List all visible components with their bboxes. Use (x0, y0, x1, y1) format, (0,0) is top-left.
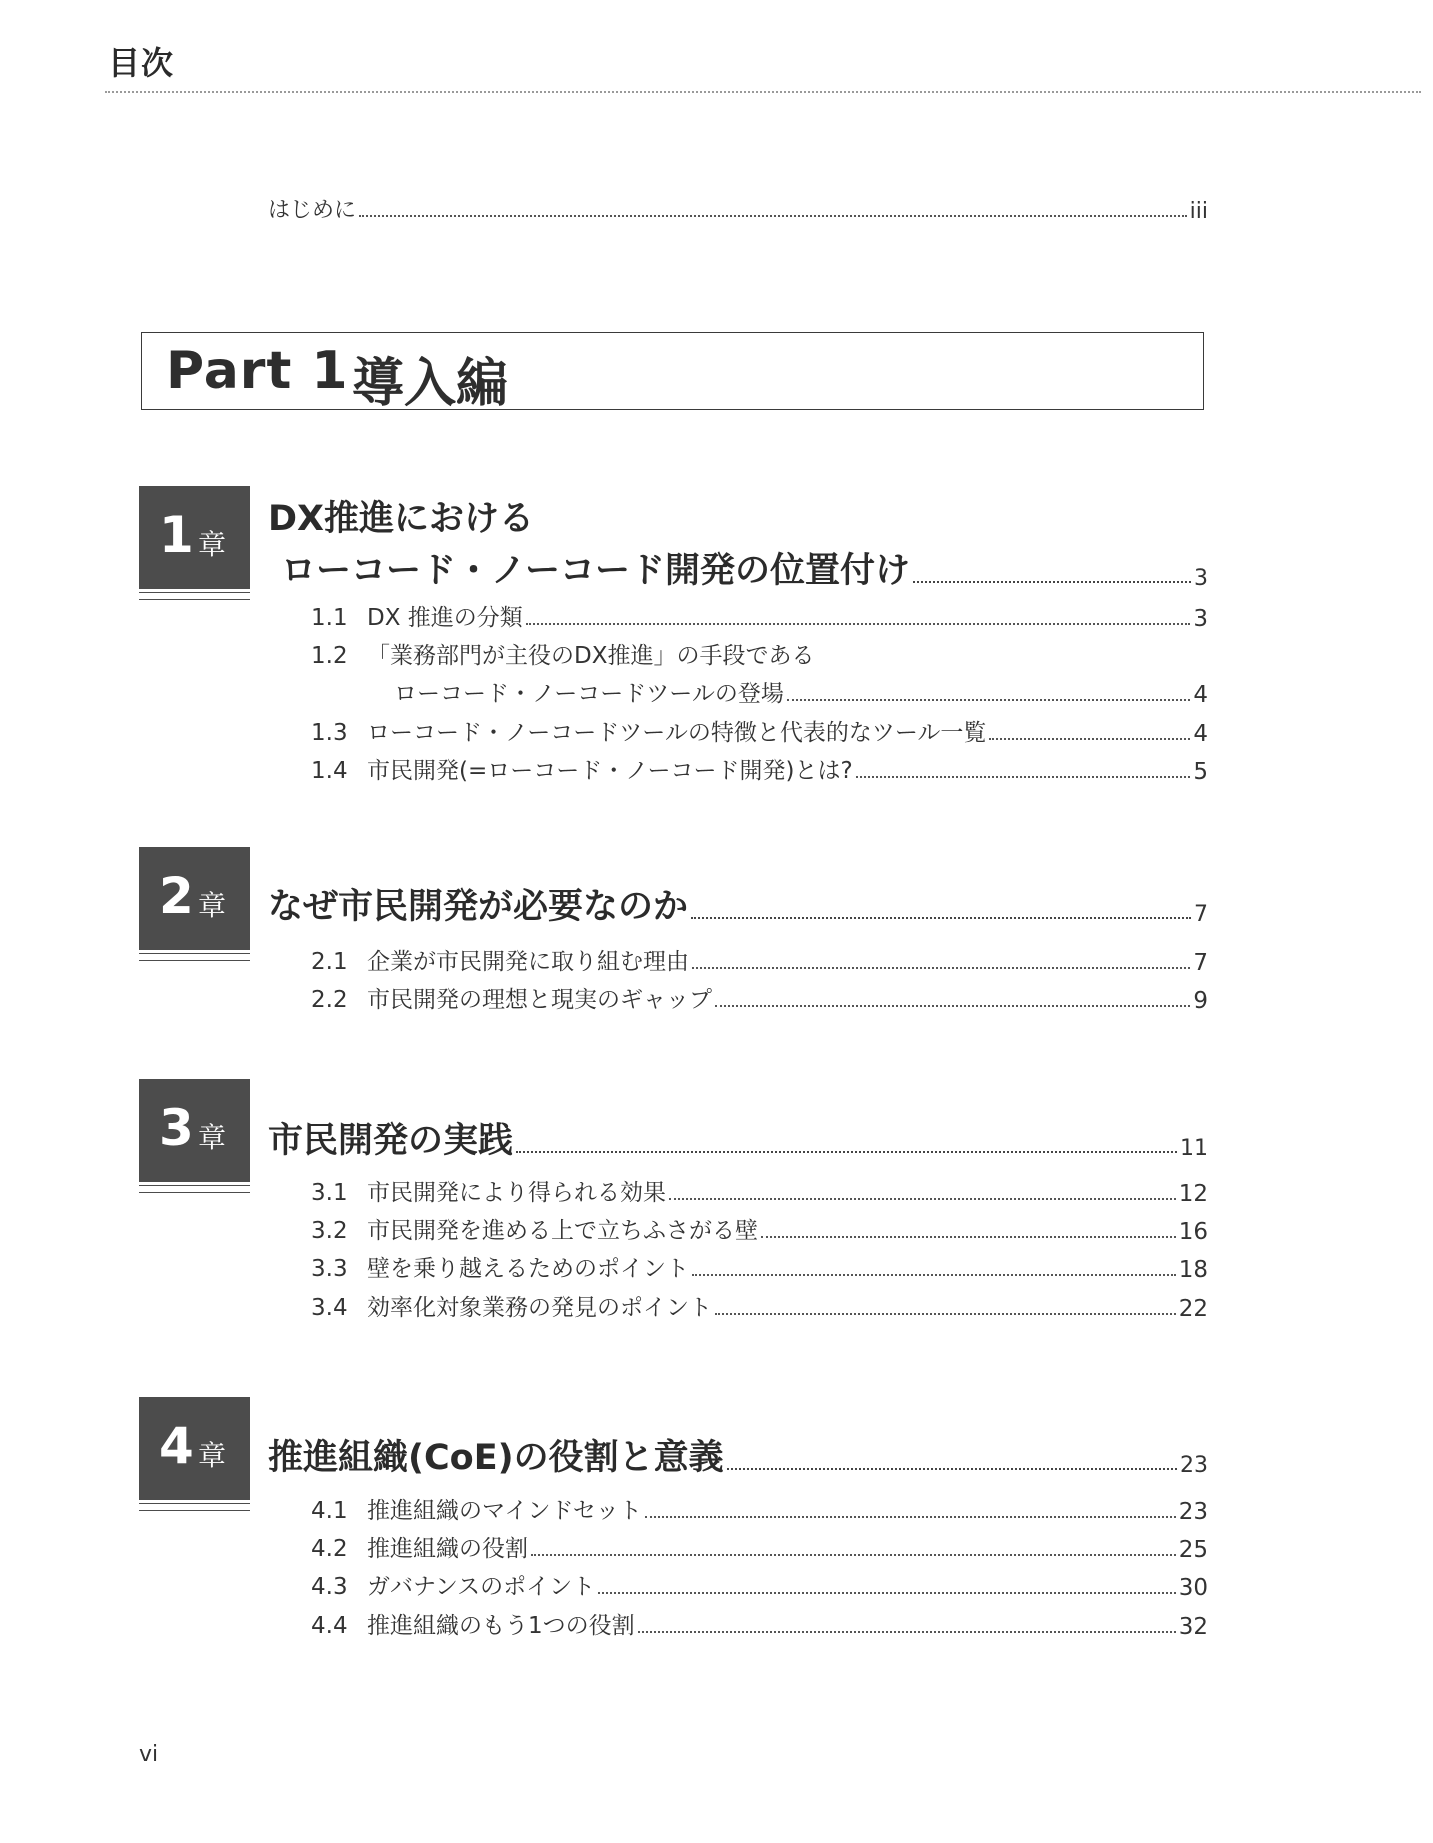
page-header-title: 目次 (108, 44, 175, 82)
section-number: 1.4 (311, 758, 348, 784)
dot-leader (913, 581, 1191, 583)
toc-entry-page: 9 (1193, 988, 1208, 1014)
toc-entry-chapter-4[interactable] (268, 1430, 1208, 1480)
dot-leader (715, 1005, 1190, 1007)
section-number: 1.2 (311, 643, 348, 669)
toc-entry-page: 32 (1178, 1614, 1208, 1640)
chapter-suffix: 章 (198, 889, 227, 922)
dot-leader (692, 1274, 1176, 1276)
toc-entry-section[interactable] (311, 1530, 1208, 1563)
chapter-badge-rule (139, 953, 250, 961)
toc-entry-page: 30 (1178, 1575, 1208, 1601)
chapter-suffix: 章 (198, 528, 227, 561)
toc-entry-section[interactable] (311, 599, 1208, 632)
toc-entry-section[interactable] (311, 637, 1208, 670)
toc-entry-page: 22 (1178, 1296, 1208, 1322)
chapter-suffix: 章 (198, 1121, 227, 1154)
chapter-4-title: 推進組織(CoE)の役割と意義 (268, 1438, 724, 1478)
dot-leader (638, 1631, 1176, 1633)
part-heading-box (141, 332, 1204, 414)
toc-entry-section[interactable] (311, 943, 1208, 976)
toc-entry-section[interactable] (311, 714, 1208, 747)
toc-entry-section[interactable] (311, 1212, 1208, 1245)
chapter-badge-1 (139, 486, 250, 589)
dot-leader (598, 1592, 1176, 1594)
toc-entry-page: 3 (1193, 606, 1208, 632)
section-title: 市民開発により得られる効果 (367, 1180, 666, 1206)
section-number: 2.1 (311, 949, 348, 975)
toc-entry-intro[interactable] (268, 193, 1208, 224)
toc-entry-section[interactable] (311, 1568, 1208, 1601)
dot-leader (526, 623, 1191, 625)
chapter-number: 3 (159, 1099, 194, 1157)
toc-entry-page: 4 (1193, 721, 1208, 747)
section-title: 企業が市民開発に取り組む理由 (367, 949, 689, 975)
dot-leader (691, 917, 1191, 919)
toc-entry-page: 4 (1193, 682, 1208, 708)
section-number: 1.1 (311, 605, 348, 631)
section-number: 4.3 (311, 1574, 348, 1600)
toc-entry-chapter-2[interactable] (268, 879, 1208, 929)
toc-entry-page: 11 (1180, 1136, 1208, 1161)
section-title: 市民開発を進める上で立ちふさがる壁 (367, 1218, 758, 1244)
section-number: 3.4 (311, 1295, 348, 1321)
toc-entry-section[interactable] (311, 752, 1208, 785)
section-number: 3.3 (311, 1256, 348, 1282)
section-number: 3.1 (311, 1180, 348, 1206)
dot-leader (787, 699, 1191, 701)
toc-entry-section[interactable] (311, 1250, 1208, 1283)
dot-leader (669, 1198, 1176, 1200)
chapter-badge-2 (139, 847, 250, 950)
chapter-badge-4 (139, 1397, 250, 1500)
chapter-1-title-line1[interactable]: DX推進における (268, 499, 535, 539)
chapter-number: 2 (159, 867, 194, 925)
section-number: 4.4 (311, 1613, 348, 1639)
section-title: 効率化対象業務の発見のポイント (367, 1295, 712, 1321)
dot-leader (645, 1516, 1176, 1518)
toc-entry-page: 7 (1194, 902, 1208, 927)
toc-entry-section[interactable] (311, 1289, 1208, 1322)
chapter-2-title: なぜ市民開発が必要なのか (268, 887, 689, 927)
section-title: 市民開発(=ローコード・ノーコード開発)とは? (367, 758, 853, 784)
toc-entry-page: 25 (1178, 1537, 1208, 1563)
part-name: 導入編 (352, 354, 509, 414)
section-title: 推進組織の役割 (367, 1536, 528, 1562)
part-label: Part 1 (166, 341, 349, 401)
dot-leader (692, 967, 1190, 969)
toc-entry-page: 16 (1178, 1219, 1208, 1245)
toc-entry-page: 5 (1193, 759, 1208, 785)
toc-entry-page: 7 (1193, 950, 1208, 976)
toc-entry-section[interactable] (311, 981, 1208, 1014)
section-title: 推進組織のもう1つの役割 (367, 1613, 635, 1639)
chapter-badge-rule (139, 1185, 250, 1193)
toc-entry-section[interactable] (311, 1607, 1208, 1640)
section-title-continued: ローコード・ノーコードツールの登場 (394, 681, 784, 707)
chapter-badge-rule (139, 1503, 250, 1511)
section-title: 壁を乗り越えるためのポイント (367, 1256, 689, 1282)
chapter-suffix: 章 (198, 1439, 227, 1472)
chapter-badge-rule (139, 592, 250, 600)
toc-entry-chapter-3[interactable] (268, 1113, 1208, 1163)
chapter-badge-3 (139, 1079, 250, 1182)
header-dotted-rule (105, 91, 1421, 93)
dot-leader (359, 215, 1187, 217)
section-title: ローコード・ノーコードツールの特徴と代表的なツール一覧 (367, 720, 987, 746)
dot-leader (727, 1468, 1177, 1470)
chapter-1-title-line2: ローコード・ノーコード開発の位置付け (281, 551, 910, 591)
section-title: 市民開発の理想と現実のギャップ (367, 987, 712, 1013)
chapter-3-title: 市民開発の実践 (268, 1121, 514, 1161)
section-number: 3.2 (311, 1218, 348, 1244)
section-title: 推進組織のマインドセット (367, 1498, 642, 1524)
dot-leader (761, 1236, 1176, 1238)
section-title: 「業務部門が主役のDX推進」の手段である (367, 643, 815, 669)
dot-leader (516, 1151, 1177, 1153)
section-title: DX 推進の分類 (367, 605, 523, 631)
toc-entry-chapter-1[interactable] (281, 543, 1208, 593)
dot-leader (989, 738, 1190, 740)
toc-entry-page: 23 (1178, 1499, 1208, 1525)
footer-page-number: vi (139, 1742, 159, 1767)
dot-leader (531, 1554, 1176, 1556)
toc-entry-page: 12 (1178, 1181, 1208, 1207)
toc-entry-page: 18 (1178, 1257, 1208, 1283)
toc-entry-label: はじめに (268, 198, 357, 223)
chapter-number: 4 (159, 1417, 194, 1475)
toc-entry-section[interactable] (311, 1492, 1208, 1525)
toc-entry-section[interactable] (311, 1174, 1208, 1207)
toc-entry-section-continued[interactable] (394, 675, 1208, 708)
section-number: 4.1 (311, 1498, 348, 1524)
toc-entry-page: 3 (1194, 566, 1208, 591)
section-number: 4.2 (311, 1536, 348, 1562)
chapter-number: 1 (159, 506, 194, 564)
dot-leader (856, 776, 1191, 778)
dot-leader (715, 1313, 1176, 1315)
section-number: 1.3 (311, 720, 348, 746)
toc-entry-page: 23 (1180, 1453, 1208, 1478)
section-title: ガバナンスのポイント (367, 1574, 596, 1600)
toc-entry-page: iii (1189, 199, 1208, 224)
section-number: 2.2 (311, 987, 348, 1013)
